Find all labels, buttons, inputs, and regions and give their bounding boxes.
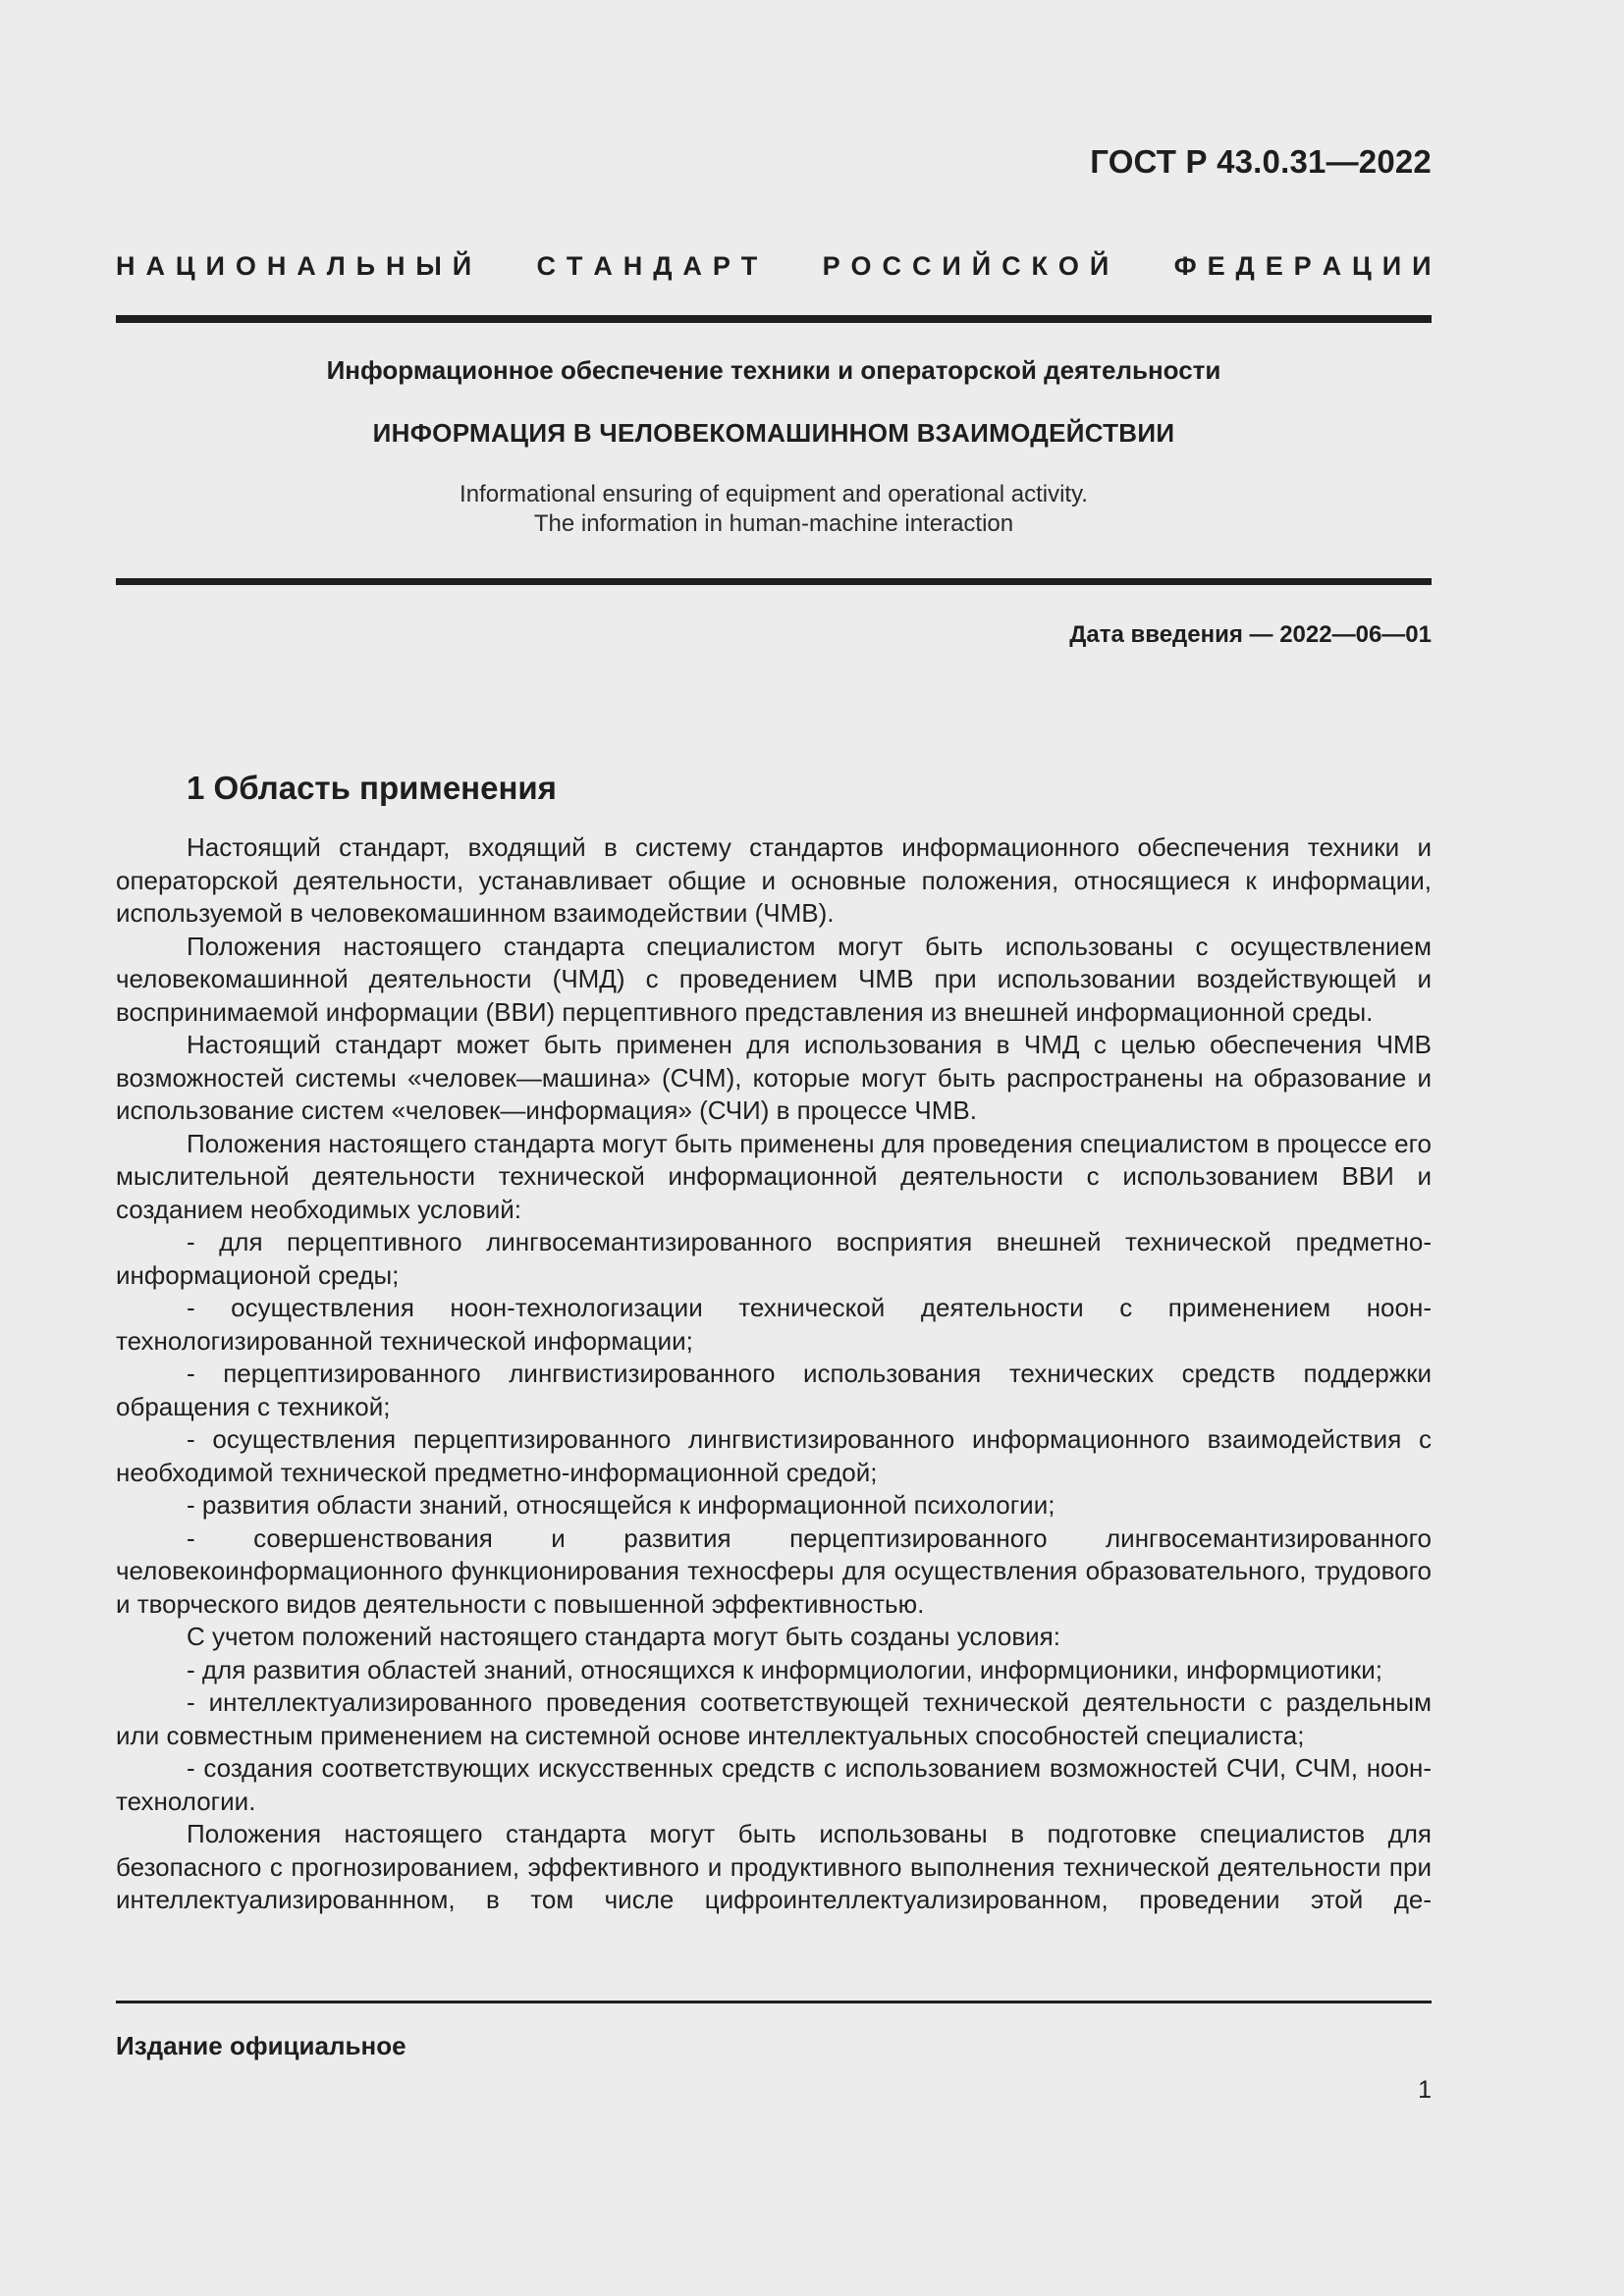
- paragraph: Положения настоящего стандарта могут быть использованы в подготовке специалистов для безопасного с прогнозированием, эффективного и продуктивного выполнения технической деятельности при интеллектуализированнном, в том числе цифроинтеллектуализированном, проведении этой де-: [116, 1819, 1432, 1914]
- heading-word-gap: [804, 251, 812, 282]
- document-page: [116, 0, 1432, 2296]
- heading-letter: Д: [653, 251, 673, 281]
- heading-letter: А: [145, 251, 165, 281]
- heading-letter: Н: [266, 251, 287, 281]
- heading-letter: К: [1031, 251, 1048, 281]
- paragraph: - создания соответствующих искусственных средств с использованием возможностей СЧИ, СЧМ, ноон-технологии.: [116, 1753, 1432, 1816]
- heading-letter: Н: [116, 251, 135, 281]
- heading-letter: О: [1057, 251, 1079, 281]
- heading-letter: Ь: [355, 251, 376, 281]
- heading-letter: Т: [740, 251, 758, 281]
- heading-word-gap: [501, 251, 509, 282]
- heading-letter: А: [1322, 251, 1342, 281]
- paragraph: С учетом положений настоящего стандарта могут быть созданы условия:: [187, 1622, 1060, 1651]
- heading-letter: Р: [822, 251, 840, 281]
- heading-letter: Р: [1293, 251, 1312, 281]
- heading-letter: Й: [452, 251, 472, 281]
- heading-letter: Е: [1207, 251, 1225, 281]
- heading-letter: О: [850, 251, 872, 281]
- heading-letter: А: [297, 251, 316, 281]
- heading-letter: Ы: [415, 251, 442, 281]
- heading-letter: Й: [971, 251, 992, 281]
- heading-letter: Й: [1089, 251, 1110, 281]
- heading-letter: Р: [712, 251, 731, 281]
- heading-letter: С: [536, 251, 556, 281]
- paragraph: - совершенствования и развития перцептизированного лингвосемантизированного человекоинформационного функционирования техносферы для осуществления образовательного, трудового и творческого видов деятельности с повышенной эффективностью.: [116, 1522, 1432, 1619]
- paragraph: - для развития областей знаний, относящихся к информциологии, информционики, информциотики;: [187, 1654, 1382, 1684]
- paragraph: - развития области знаний, относящейся к информационной психологии;: [187, 1490, 1056, 1520]
- paragraph: - осуществления ноон-технологизации технической деятельности с применением ноон-технологизированной технической информации;: [116, 1293, 1432, 1356]
- paragraph: - перцептизированного лингвистизированного использования технических средств поддержки обращения с техникой;: [116, 1359, 1432, 1421]
- heading-letter: С: [1001, 251, 1021, 281]
- footer-divider: [116, 2001, 1432, 2003]
- heading-word-gap: [1138, 251, 1146, 282]
- heading-letter: Т: [566, 251, 583, 281]
- heading-word-gap: [768, 251, 776, 282]
- heading-word-gap: [1119, 251, 1127, 282]
- section-body: [116, 831, 1432, 1917]
- heading-word-gap: [786, 251, 794, 282]
- heading-letter: Ф: [1173, 251, 1197, 281]
- introduction-date: Дата введения — 2022—06—01: [1069, 621, 1432, 648]
- paragraph: - для перцептивного лингвосемантизированного восприятия внешней технической предметно-информационой среды;: [116, 1227, 1432, 1290]
- paragraph: Положения настоящего стандарта могут быть применены для проведения специалистом в процессе его мыслительной деятельности технической информационной деятельности с использованием ВВИ и созданием необходимых условий:: [116, 1128, 1432, 1224]
- heading-letter: И: [205, 251, 225, 281]
- heading-letter: А: [593, 251, 613, 281]
- heading-word-gap: [1156, 251, 1164, 282]
- heading-letter: С: [911, 251, 932, 281]
- heading-letter: Ц: [1352, 251, 1372, 281]
- paragraph: Настоящий стандарт может быть применен для использования в ЧМД с целью обеспечения ЧМВ возможностей системы «человек—машина» (СЧМ), которые могут быть распространены на образование и использование систем «человек—информация» (СЧИ) в процессе ЧМВ.: [116, 1030, 1432, 1125]
- heading-word-gap: [482, 251, 490, 282]
- paragraph: Положения настоящего стандарта специалистом могут быть использованы с осуществлением человекомашинной деятельности (ЧМД) с проведением ЧМВ при использовании воздействующей и воспринимаемой информации (ВВИ) перцептивного представления из внешней информационной среды.: [116, 931, 1432, 1027]
- title-english: [116, 480, 1432, 539]
- heading-letter: Н: [623, 251, 643, 281]
- page-number: 1: [1418, 2076, 1432, 2104]
- document-number: ГОСТ Р 43.0.31—2022: [1090, 143, 1432, 180]
- section-title: 1 Область применения: [187, 770, 557, 806]
- heading-letter: Н: [385, 251, 406, 281]
- heading-letter: Д: [1235, 251, 1255, 281]
- standard-heading: [116, 251, 1432, 282]
- heading-letter: И: [942, 251, 961, 281]
- title-english-line-2: The information in human-machine interaction: [533, 510, 1014, 537]
- heading-letter: Л: [326, 251, 346, 281]
- title-russian-main: ИНФОРМАЦИЯ В ЧЕЛОВЕКОМАШИННОМ ВЗАИМОДЕЙСТВИИ: [372, 418, 1175, 448]
- heading-letter: А: [682, 251, 702, 281]
- heading-letter: С: [882, 251, 901, 281]
- heading-word-gap: [518, 251, 526, 282]
- paragraph: - интеллектуализированного проведения соответствующей технической деятельности с раздельным или совместным применением на системной основе интеллектуальных способностей специалиста;: [116, 1687, 1432, 1750]
- heading-letter: И: [1381, 251, 1402, 281]
- title-english-line-1: Informational ensuring of equipment and operational activity.: [460, 481, 1088, 507]
- heading-letter: И: [1412, 251, 1432, 281]
- heading-letter: Е: [1265, 251, 1283, 281]
- top-divider: [116, 315, 1432, 323]
- heading-letter: Ц: [175, 251, 195, 281]
- paragraph: Настоящий стандарт, входящий в систему стандартов информационного обеспечения техники и операторской деятельности, устанавливает общие и основные положения, относящиеся к информации, используемой в человекомашинном взаимодействии (ЧМВ).: [116, 832, 1432, 928]
- edition-label: Издание официальное: [116, 2031, 406, 2060]
- title-russian-general: Информационное обеспечение техники и операторской деятельности: [326, 355, 1221, 385]
- paragraph: - осуществления перцептизированного лингвистизированного информационного взаимодействия с необходимой технической предметно-информационной средой;: [116, 1424, 1432, 1487]
- middle-divider: [116, 578, 1432, 585]
- heading-letter: О: [235, 251, 256, 281]
